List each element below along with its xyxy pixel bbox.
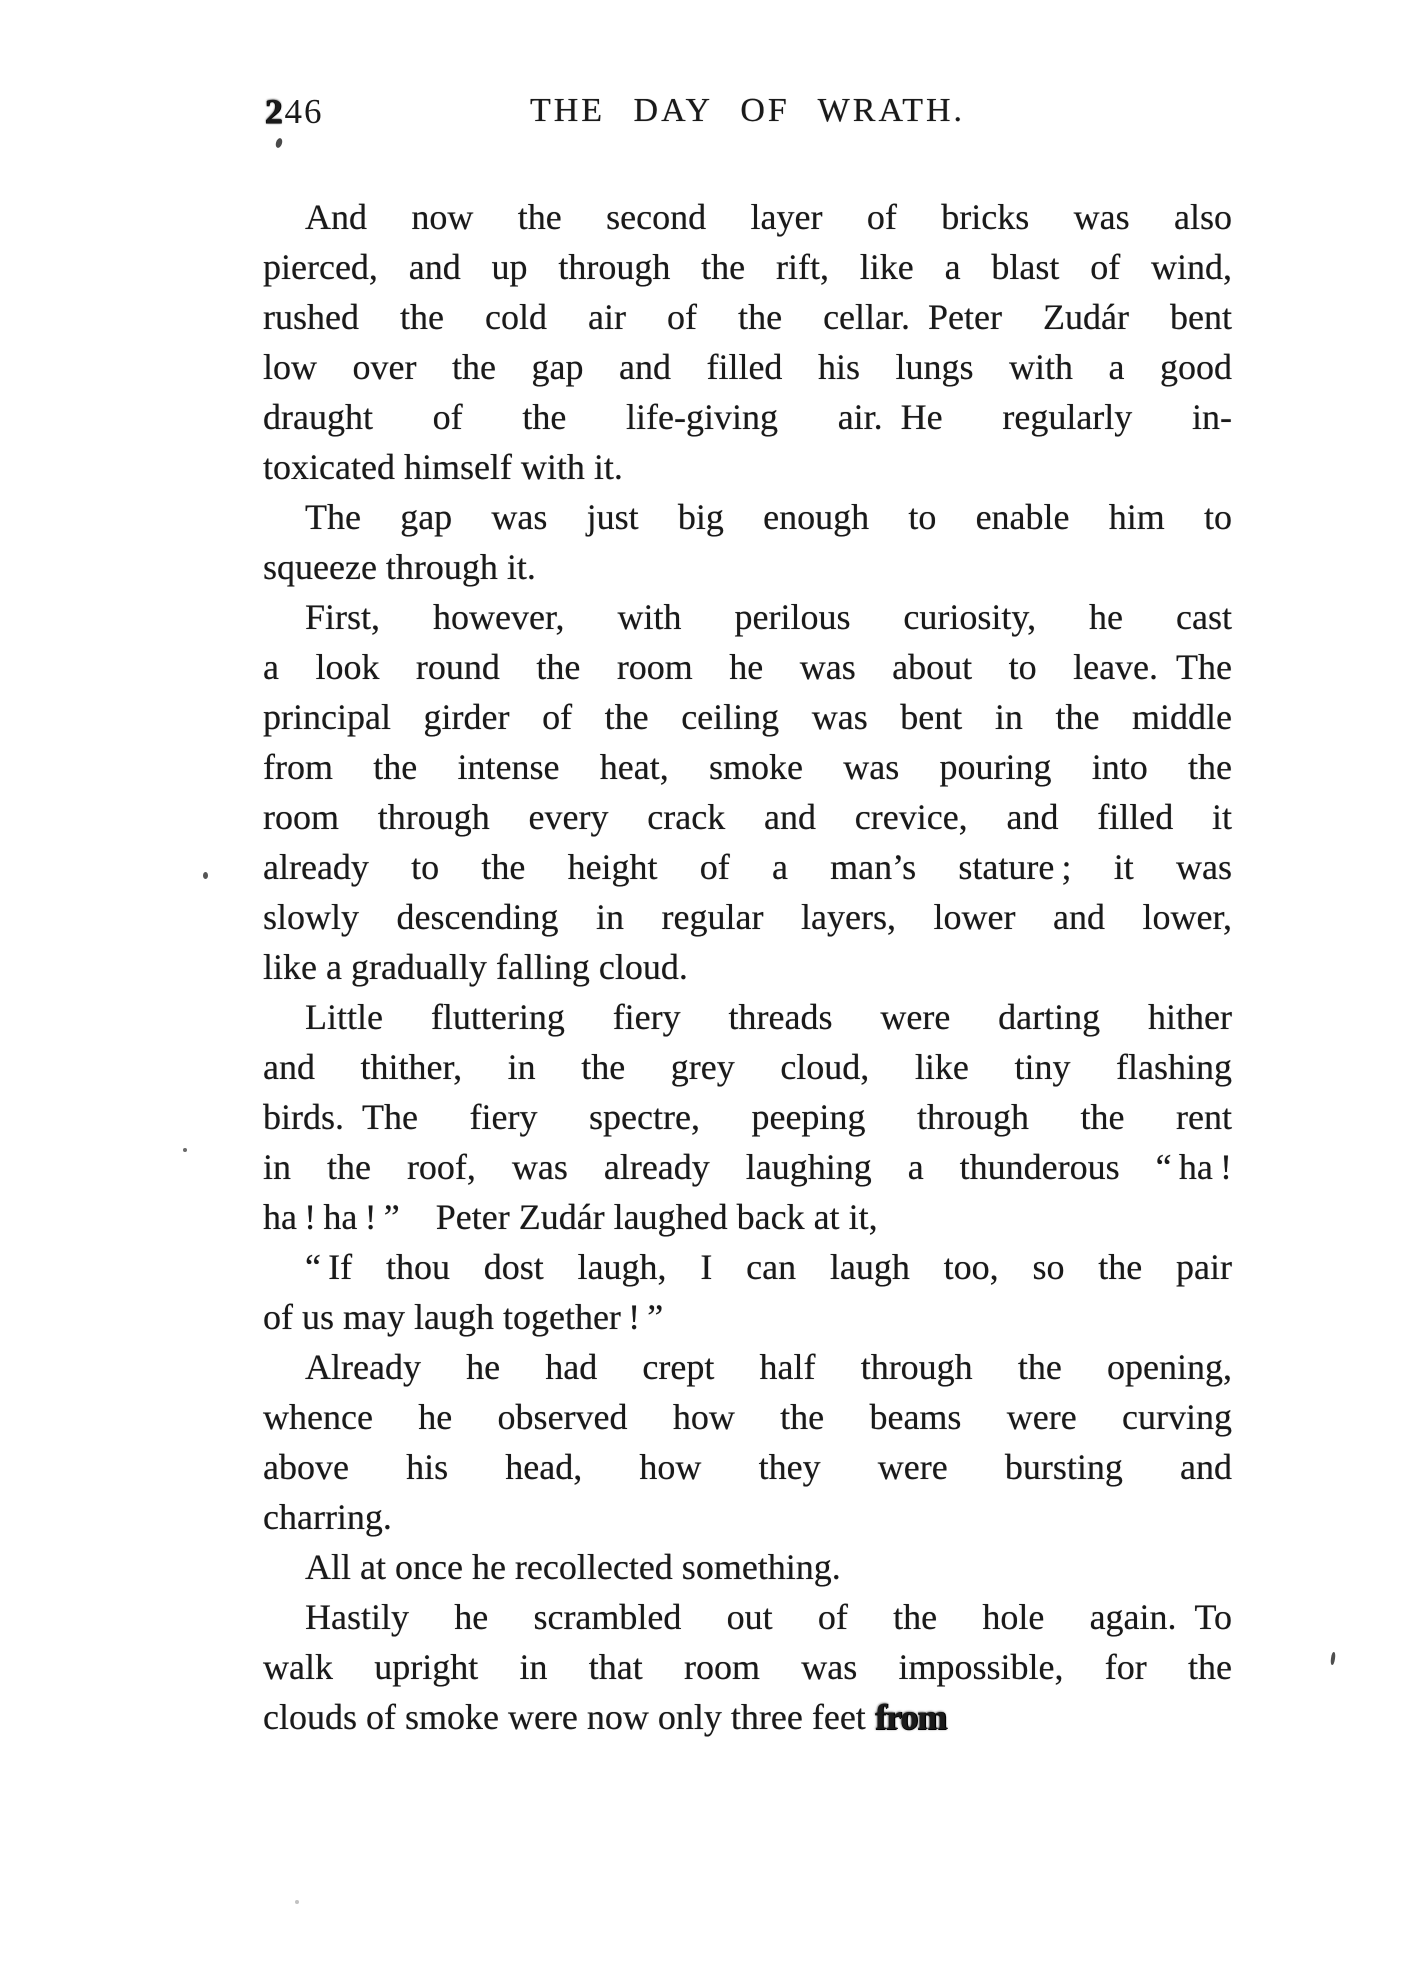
text-line: And now the second layer of bricks was also (305, 197, 1232, 237)
page-header (263, 92, 1232, 140)
text-line: squeeze through it. (263, 547, 536, 587)
body-text (263, 192, 1232, 1742)
text-line: charring. (263, 1497, 392, 1537)
text-line: and thither, in the grey cloud, like tiny flashing (263, 1047, 1232, 1087)
page-number-smudged-digit: 2 (265, 92, 285, 131)
text-line: ha ! ha ! ” Peter Zudár laughed back at it, (263, 1197, 878, 1237)
scan-speck (203, 872, 208, 879)
text-line: The gap was just big enough to enable him to (305, 497, 1232, 537)
text-line: walk upright in that room was impossible, for the (263, 1647, 1232, 1687)
text-line: of us may laugh together ! ” (263, 1297, 664, 1337)
text-line: toxicated himself with it. (263, 447, 623, 487)
text-line: Little fluttering fiery threads were darting hither (305, 997, 1232, 1037)
text-line: First, however, with perilous curiosity, he cast (305, 597, 1232, 637)
text-line: birds. The fiery spectre, peeping through the rent (263, 1097, 1232, 1137)
text-line: clouds of smoke were now only three feet from (263, 1697, 947, 1737)
text-line: slowly descending in regular layers, lower and lower, (263, 897, 1232, 937)
text-line: whence he observed how the beams were curving (263, 1397, 1232, 1437)
text-line: in the roof, was already laughing a thunderous “ ha ! (263, 1147, 1232, 1187)
text-line: like a gradually falling cloud. (263, 947, 688, 987)
text-line: already to the height of a man’s stature ; it was (263, 847, 1232, 887)
text-line: rushed the cold air of the cellar. Peter Zudár bent (263, 297, 1232, 337)
text-line: low over the gap and filled his lungs with a good (263, 347, 1232, 387)
text-line: room through every crack and crevice, and filled it (263, 797, 1232, 837)
text-line: All at once he recollected something. (305, 1547, 841, 1587)
scan-speck (1330, 1652, 1336, 1665)
smudged-word: from (874, 1697, 947, 1737)
text-line: principal girder of the ceiling was bent in the middle (263, 697, 1232, 737)
scan-speck (183, 1148, 187, 1152)
text-line: draught of the life-giving air. He regularly in- (263, 397, 1232, 437)
text-line: Already he had crept half through the opening, (305, 1347, 1232, 1387)
text-line: Hastily he scrambled out of the hole again. To (305, 1597, 1232, 1637)
page-number-rest: 46 (284, 92, 324, 131)
text-line: pierced, and up through the rift, like a blast of wind, (263, 247, 1232, 287)
text-line: from the intense heat, smoke was pouring into the (263, 747, 1232, 787)
text-line: above his head, how they were bursting and (263, 1447, 1232, 1487)
text-line: “ If thou dost laugh, I can laugh too, so the pair (305, 1247, 1232, 1287)
running-title: THE DAY OF WRATH. (529, 92, 966, 129)
text-line: a look round the room he was about to leave. The (263, 647, 1232, 687)
scan-speck (295, 1900, 299, 1904)
